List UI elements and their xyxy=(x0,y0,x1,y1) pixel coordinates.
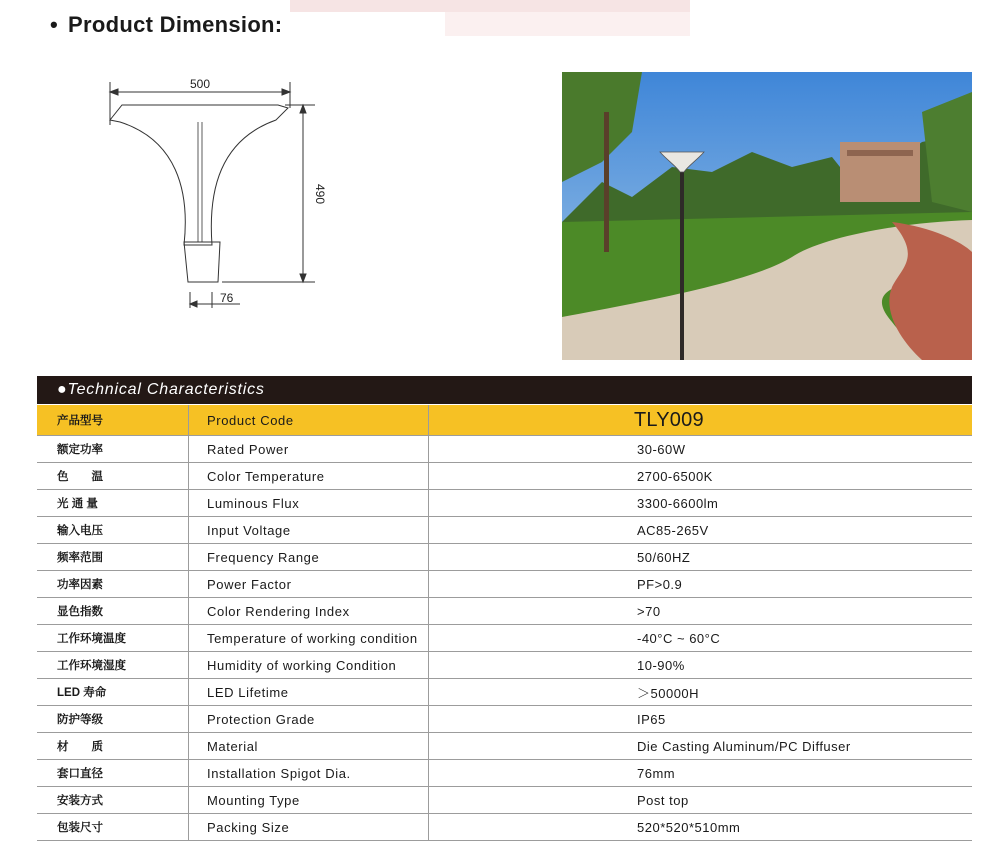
table-row xyxy=(37,679,972,706)
spec-label-en: Color Rendering Index xyxy=(189,598,429,625)
spec-table xyxy=(37,405,972,841)
spec-value: 520*520*510mm xyxy=(429,814,973,841)
spec-value: 10-90% xyxy=(429,652,973,679)
spec-value: Die Casting Aluminum/PC Diffuser xyxy=(429,733,973,760)
arrow-right-icon xyxy=(282,89,290,95)
spec-value: >70 xyxy=(429,598,973,625)
table-row xyxy=(37,463,972,490)
technical-title: ●Technical Characteristics xyxy=(57,381,265,398)
tree-trunk xyxy=(604,112,609,252)
width-label: 500 xyxy=(189,77,211,91)
technical-characteristics-bar xyxy=(37,376,972,404)
table-row xyxy=(37,733,972,760)
spec-label-cn: 工作环境湿度 xyxy=(37,652,189,679)
table-row xyxy=(37,436,972,463)
spec-label-en: LED Lifetime xyxy=(189,679,429,706)
spec-value: Post top xyxy=(429,787,973,814)
spec-label-cn: LED 寿命 xyxy=(37,679,189,706)
table-row xyxy=(37,571,972,598)
dimension-drawing xyxy=(100,70,330,315)
top-decoration-lower xyxy=(445,12,690,36)
top-decoration xyxy=(290,0,690,12)
table-row xyxy=(37,625,972,652)
spec-label-en: Frequency Range xyxy=(189,544,429,571)
table-row xyxy=(37,490,972,517)
spec-label-cn: 功率因素 xyxy=(37,571,189,598)
product-code-value: TLY009 xyxy=(429,405,973,436)
spec-label-cn: 频率范围 xyxy=(37,544,189,571)
bullet-icon: • xyxy=(50,12,59,37)
spec-label-en: Input Voltage xyxy=(189,517,429,544)
table-header-row xyxy=(37,405,972,436)
table-row xyxy=(37,652,972,679)
spec-label-cn: 材 质 xyxy=(37,733,189,760)
spec-value: PF>0.9 xyxy=(429,571,973,598)
spec-value: 76mm xyxy=(429,760,973,787)
height-label: 490 xyxy=(313,183,327,205)
spigot-label: 76 xyxy=(220,291,234,305)
arrow-spigot-icon xyxy=(190,301,197,307)
spec-label-en: Material xyxy=(189,733,429,760)
spec-label-en: Humidity of working Condition xyxy=(189,652,429,679)
spec-label-en: Rated Power xyxy=(189,436,429,463)
spec-label-cn: 输入电压 xyxy=(37,517,189,544)
spec-label-en: Packing Size xyxy=(189,814,429,841)
spec-label-en: Installation Spigot Dia. xyxy=(189,760,429,787)
spec-label-en: Temperature of working condition xyxy=(189,625,429,652)
spec-label-cn: 显色指数 xyxy=(37,598,189,625)
spec-label-cn: 光 通 量 xyxy=(37,490,189,517)
product-photo xyxy=(562,72,972,360)
lamp-spigot xyxy=(184,242,220,282)
header-cn: 产品型号 xyxy=(37,405,189,436)
spec-value: 3300-6600lm xyxy=(429,490,973,517)
spec-label-en: Luminous Flux xyxy=(189,490,429,517)
table-row xyxy=(37,787,972,814)
arrow-left-icon xyxy=(110,89,118,95)
spec-value: 30-60W xyxy=(429,436,973,463)
spec-value: ＞50000H xyxy=(429,679,973,706)
table-row xyxy=(37,706,972,733)
spec-label-cn: 包装尺寸 xyxy=(37,814,189,841)
spec-value: AC85-265V xyxy=(429,517,973,544)
table-row xyxy=(37,544,972,571)
spec-label-cn: 安装方式 xyxy=(37,787,189,814)
section-title xyxy=(50,12,282,38)
header-en: Product Code xyxy=(189,405,429,436)
table-row xyxy=(37,598,972,625)
lamp-pole xyxy=(680,172,684,360)
spec-value: 50/60HZ xyxy=(429,544,973,571)
table-row xyxy=(37,760,972,787)
section-title-text: Product Dimension: xyxy=(68,12,283,37)
spec-label-cn: 额定功率 xyxy=(37,436,189,463)
spec-value: IP65 xyxy=(429,706,973,733)
spec-label-cn: 色 温 xyxy=(37,463,189,490)
lamp-outline xyxy=(110,105,288,245)
arrow-up-icon xyxy=(300,105,306,113)
spec-label-cn: 防护等级 xyxy=(37,706,189,733)
spec-label-en: Power Factor xyxy=(189,571,429,598)
spec-label-en: Color Temperature xyxy=(189,463,429,490)
table-row xyxy=(37,517,972,544)
spec-label-en: Mounting Type xyxy=(189,787,429,814)
spec-value: 2700-6500K xyxy=(429,463,973,490)
table-row xyxy=(37,814,972,841)
arrow-down-icon xyxy=(300,274,306,282)
spec-label-en: Protection Grade xyxy=(189,706,429,733)
spec-label-cn: 工作环境温度 xyxy=(37,625,189,652)
spec-value: -40°C ~ 60°C xyxy=(429,625,973,652)
spec-label-cn: 套口直径 xyxy=(37,760,189,787)
